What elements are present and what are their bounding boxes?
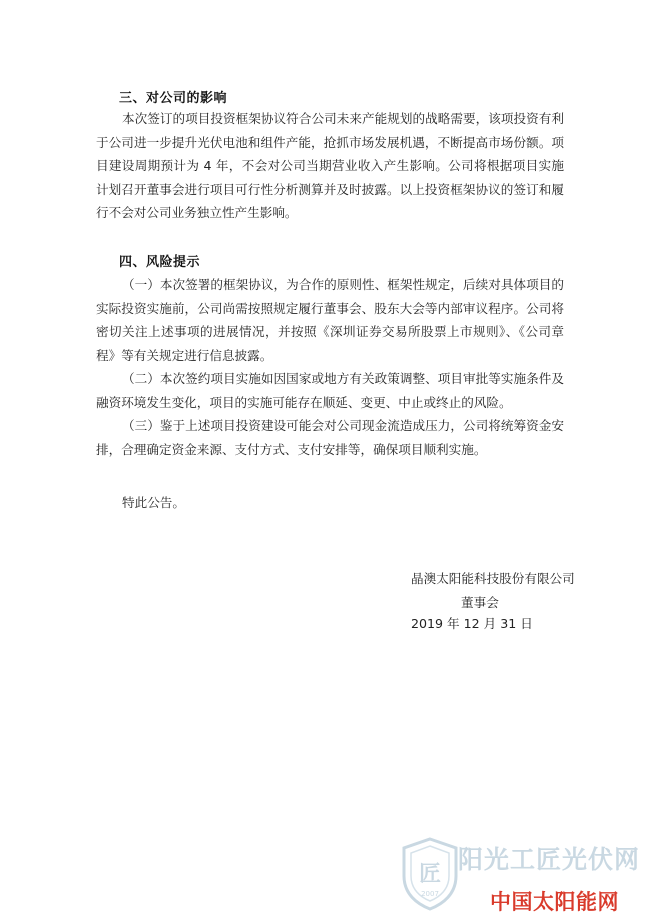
risk-item-1: （一）本次签署的框架协议，为合作的原则性、框架性规定，后续对具体项目的实际投资实施前，公司尚需按照规定履行董事会、股东大会等内部审议程序。公司将密切关注上述事项的进展情况，并按照《深圳证券交易所股票上市规则》、《公司章程》等有关规定进行信息披露。: [96, 277, 564, 363]
shield-badge-icon: [398, 836, 462, 912]
section-heading-risk: 四、风险提示: [119, 255, 201, 270]
signature-date: 2019 年 12 月 31 日: [411, 616, 533, 631]
watermark: [398, 836, 648, 918]
risk-item-2: （二）本次签约项目实施如因国家或地方有关政策调整、项目审批等实施条件及融资环境发生变化，项目的实施可能存在顺延、变更、中止或终止的风险。: [96, 371, 564, 410]
signature-board: 董事会: [461, 595, 499, 610]
watermark-site-name-2: 中国太阳能网: [490, 890, 619, 914]
badge-char: 匠: [418, 862, 442, 887]
closing-statement: 特此公告。: [122, 495, 185, 510]
watermark-site-name: 阳光工匠光伏网: [458, 845, 641, 874]
badge-year: 2007: [421, 890, 439, 898]
section-heading-impact: 三、对公司的影响: [119, 91, 228, 106]
signature-company: 晶澳太阳能科技股份有限公司: [411, 571, 575, 586]
paragraph-impact: 本次签订的项目投资框架协议符合公司未来产能规划的战略需要，该项投资有利于公司进一步提升光伏电池和组件产能，抢抓市场发展机遇，不断提高市场份额。项目建设周期预计为 4 年，不会对公司当期营业收入产生影响。公司将根据项目实施计划召开董事会进行项目可行性分析测算并及时披露。以上投资框架协议的签订和履行不会对公司业务独立性产生影响。: [96, 111, 564, 220]
risk-item-3: （三）鉴于上述项目投资建设可能会对公司现金流造成压力，公司将统筹资金安排，合理确定资金来源、支付方式、支付安排等，确保项目顺利实施。: [96, 418, 564, 457]
